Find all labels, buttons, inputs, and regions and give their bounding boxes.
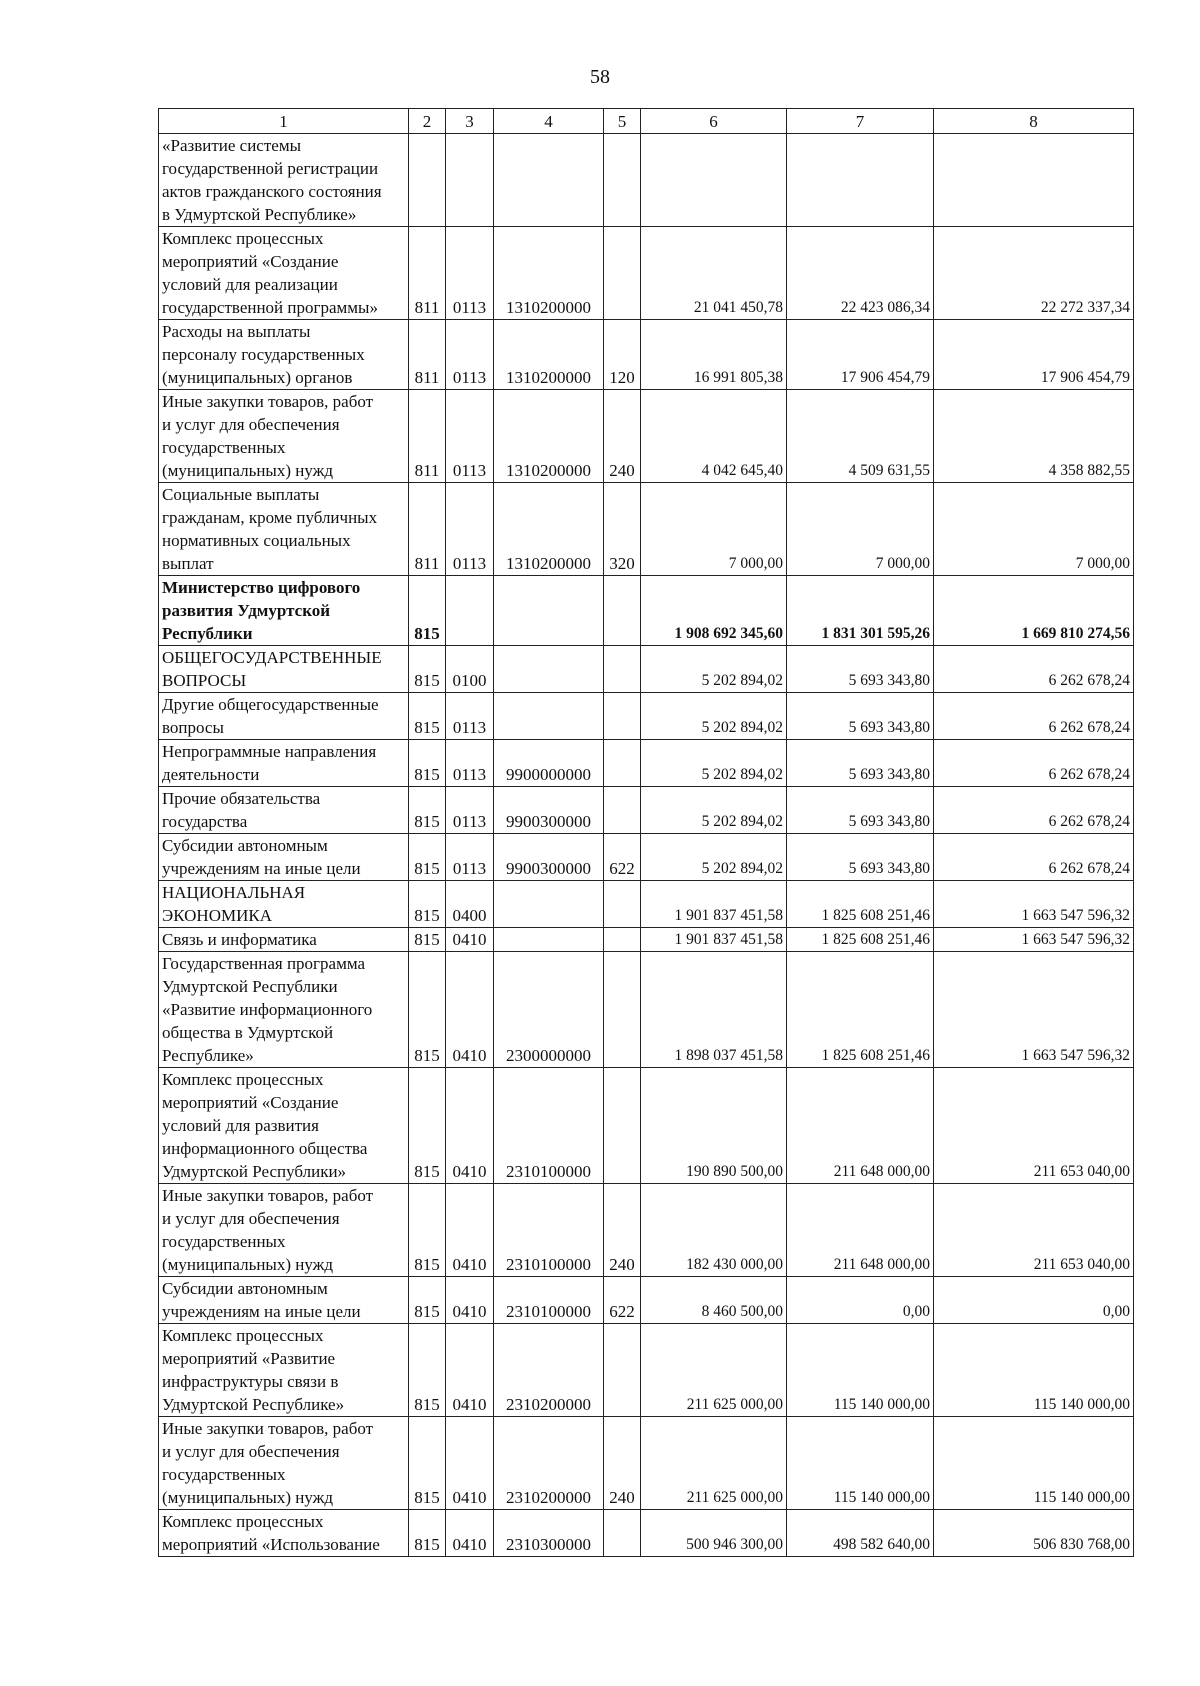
- column-header: 6: [641, 109, 787, 134]
- table-row: [159, 834, 1134, 881]
- row-name: Связь и информатика: [159, 928, 409, 952]
- column-header: 4: [494, 109, 604, 134]
- table-header-row: [159, 109, 1134, 134]
- row-name: Субсидии автономным учреждениям на иные цели: [159, 1277, 409, 1324]
- amount-col8: 0,00: [934, 1277, 1134, 1324]
- amount-col8: 6 262 678,24: [934, 646, 1134, 693]
- row-name: Комплекс процессных мероприятий «Создание условий для реализации государственной программы»: [159, 227, 409, 320]
- column-header: 3: [446, 109, 494, 134]
- target-article-code: 9900300000: [494, 834, 604, 881]
- ministry-code: 815: [409, 1277, 446, 1324]
- section-code: 0410: [446, 1510, 494, 1557]
- expense-type-code: 622: [604, 834, 641, 881]
- ministry-code: 815: [409, 1068, 446, 1184]
- table-row: [159, 227, 1134, 320]
- amount-col6: 8 460 500,00: [641, 1277, 787, 1324]
- amount-col6: 5 202 894,02: [641, 740, 787, 787]
- amount-col8: 211 653 040,00: [934, 1184, 1134, 1277]
- row-name: Субсидии автономным учреждениям на иные цели: [159, 834, 409, 881]
- table-row: [159, 483, 1134, 576]
- amount-col6: 211 625 000,00: [641, 1324, 787, 1417]
- column-header: 1: [159, 109, 409, 134]
- amount-col7: 17 906 454,79: [787, 320, 934, 390]
- expense-type-code: [604, 646, 641, 693]
- ministry-code: 815: [409, 576, 446, 646]
- column-header: 7: [787, 109, 934, 134]
- amount-col6: 1 908 692 345,60: [641, 576, 787, 646]
- target-article-code: [494, 134, 604, 227]
- ministry-code: 815: [409, 1324, 446, 1417]
- section-code: 0410: [446, 952, 494, 1068]
- table-row: [159, 1277, 1134, 1324]
- amount-col6: 182 430 000,00: [641, 1184, 787, 1277]
- target-article-code: [494, 576, 604, 646]
- amount-col6: 21 041 450,78: [641, 227, 787, 320]
- amount-col8: 6 262 678,24: [934, 693, 1134, 740]
- expense-type-code: 240: [604, 1417, 641, 1510]
- section-code: 0113: [446, 693, 494, 740]
- section-code: 0113: [446, 834, 494, 881]
- table-row: [159, 134, 1134, 227]
- amount-col7: 1 825 608 251,46: [787, 881, 934, 928]
- section-code: 0400: [446, 881, 494, 928]
- target-article-code: 2310100000: [494, 1277, 604, 1324]
- row-name: Иные закупки товаров, работ и услуг для обеспечения государственных (муниципальных) нужд: [159, 1417, 409, 1510]
- amount-col7: 5 693 343,80: [787, 787, 934, 834]
- table-row: [159, 1510, 1134, 1557]
- ministry-code: 815: [409, 834, 446, 881]
- ministry-code: 811: [409, 483, 446, 576]
- ministry-code: 815: [409, 646, 446, 693]
- row-name: Непрограммные направления деятельности: [159, 740, 409, 787]
- section-code: 0113: [446, 740, 494, 787]
- target-article-code: 1310200000: [494, 320, 604, 390]
- amount-col8: 1 663 547 596,32: [934, 952, 1134, 1068]
- amount-col8: 1 669 810 274,56: [934, 576, 1134, 646]
- table-row: [159, 1324, 1134, 1417]
- expense-type-code: [604, 1324, 641, 1417]
- table-row: [159, 787, 1134, 834]
- column-header: 2: [409, 109, 446, 134]
- section-code: 0410: [446, 1417, 494, 1510]
- amount-col8: 1 663 547 596,32: [934, 928, 1134, 952]
- ministry-code: 815: [409, 1417, 446, 1510]
- target-article-code: 9900000000: [494, 740, 604, 787]
- section-code: 0410: [446, 1277, 494, 1324]
- row-name: ОБЩЕГОСУДАРСТВЕННЫЕ ВОПРОСЫ: [159, 646, 409, 693]
- amount-col8: 7 000,00: [934, 483, 1134, 576]
- table-body: [159, 134, 1134, 1557]
- amount-col6: 1 901 837 451,58: [641, 928, 787, 952]
- amount-col7: 115 140 000,00: [787, 1417, 934, 1510]
- expense-type-code: [604, 952, 641, 1068]
- target-article-code: [494, 646, 604, 693]
- ministry-code: 815: [409, 881, 446, 928]
- expense-type-code: [604, 928, 641, 952]
- section-code: [446, 134, 494, 227]
- target-article-code: 9900300000: [494, 787, 604, 834]
- amount-col6: 1 898 037 451,58: [641, 952, 787, 1068]
- expense-type-code: [604, 134, 641, 227]
- amount-col8: 115 140 000,00: [934, 1324, 1134, 1417]
- column-header: 5: [604, 109, 641, 134]
- amount-col6: 7 000,00: [641, 483, 787, 576]
- section-code: 0113: [446, 787, 494, 834]
- amount-col8: 211 653 040,00: [934, 1068, 1134, 1184]
- row-name: Иные закупки товаров, работ и услуг для обеспечения государственных (муниципальных) нужд: [159, 1184, 409, 1277]
- row-name: Расходы на выплаты персоналу государственных (муниципальных) органов: [159, 320, 409, 390]
- amount-col8: 4 358 882,55: [934, 390, 1134, 483]
- expense-type-code: [604, 227, 641, 320]
- table-row: [159, 881, 1134, 928]
- expense-type-code: [604, 576, 641, 646]
- section-code: 0410: [446, 1184, 494, 1277]
- amount-col7: 211 648 000,00: [787, 1184, 934, 1277]
- table-row: [159, 320, 1134, 390]
- row-name: Иные закупки товаров, работ и услуг для обеспечения государственных (муниципальных) нужд: [159, 390, 409, 483]
- expense-type-code: [604, 1510, 641, 1557]
- ministry-code: 815: [409, 952, 446, 1068]
- table-row: [159, 390, 1134, 483]
- target-article-code: [494, 693, 604, 740]
- target-article-code: 2300000000: [494, 952, 604, 1068]
- expense-type-code: 320: [604, 483, 641, 576]
- amount-col6: 5 202 894,02: [641, 646, 787, 693]
- ministry-code: 815: [409, 787, 446, 834]
- row-name: Другие общегосударственные вопросы: [159, 693, 409, 740]
- section-code: 0410: [446, 928, 494, 952]
- amount-col8: 1 663 547 596,32: [934, 881, 1134, 928]
- expense-type-code: [604, 881, 641, 928]
- row-name: Государственная программа Удмуртской Республики «Развитие информационного общества в Удмуртской Республике»: [159, 952, 409, 1068]
- row-name: Комплекс процессных мероприятий «Создание условий для развития информационного общества Удмуртской Республики»: [159, 1068, 409, 1184]
- table-row: [159, 646, 1134, 693]
- amount-col8: 17 906 454,79: [934, 320, 1134, 390]
- ministry-code: 811: [409, 390, 446, 483]
- target-article-code: 1310200000: [494, 483, 604, 576]
- target-article-code: 2310200000: [494, 1324, 604, 1417]
- target-article-code: 2310100000: [494, 1184, 604, 1277]
- amount-col8: 22 272 337,34: [934, 227, 1134, 320]
- table-row: [159, 1068, 1134, 1184]
- expense-type-code: [604, 1068, 641, 1184]
- section-code: [446, 576, 494, 646]
- section-code: 0113: [446, 390, 494, 483]
- ministry-code: 815: [409, 740, 446, 787]
- amount-col7: 7 000,00: [787, 483, 934, 576]
- ministry-code: 815: [409, 1184, 446, 1277]
- table-row: [159, 1417, 1134, 1510]
- column-header: 8: [934, 109, 1134, 134]
- row-name: НАЦИОНАЛЬНАЯ ЭКОНОМИКА: [159, 881, 409, 928]
- expense-type-code: 240: [604, 1184, 641, 1277]
- section-code: 0113: [446, 483, 494, 576]
- amount-col7: 5 693 343,80: [787, 646, 934, 693]
- target-article-code: 2310300000: [494, 1510, 604, 1557]
- amount-col6: 5 202 894,02: [641, 787, 787, 834]
- table-row: [159, 576, 1134, 646]
- section-code: 0410: [446, 1068, 494, 1184]
- table-row: [159, 928, 1134, 952]
- amount-col7: 5 693 343,80: [787, 740, 934, 787]
- target-article-code: [494, 928, 604, 952]
- amount-col6: 16 991 805,38: [641, 320, 787, 390]
- ministry-code: 815: [409, 1510, 446, 1557]
- section-code: 0113: [446, 227, 494, 320]
- row-name: «Развитие системы государственной регистрации актов гражданского состояния в Удмуртской Республике»: [159, 134, 409, 227]
- target-article-code: 2310200000: [494, 1417, 604, 1510]
- amount-col7: 4 509 631,55: [787, 390, 934, 483]
- amount-col7: 22 423 086,34: [787, 227, 934, 320]
- ministry-code: 811: [409, 320, 446, 390]
- amount-col7: 5 693 343,80: [787, 834, 934, 881]
- amount-col7: 115 140 000,00: [787, 1324, 934, 1417]
- expense-type-code: 120: [604, 320, 641, 390]
- amount-col8: 6 262 678,24: [934, 740, 1134, 787]
- amount-col6: 1 901 837 451,58: [641, 881, 787, 928]
- row-name: Социальные выплаты гражданам, кроме публичных нормативных социальных выплат: [159, 483, 409, 576]
- amount-col8: 6 262 678,24: [934, 787, 1134, 834]
- amount-col6: 190 890 500,00: [641, 1068, 787, 1184]
- target-article-code: 1310200000: [494, 390, 604, 483]
- amount-col6: 211 625 000,00: [641, 1417, 787, 1510]
- amount-col7: 1 825 608 251,46: [787, 928, 934, 952]
- expense-type-code: 240: [604, 390, 641, 483]
- amount-col7: 211 648 000,00: [787, 1068, 934, 1184]
- ministry-code: 815: [409, 928, 446, 952]
- amount-col8: 115 140 000,00: [934, 1417, 1134, 1510]
- budget-table: [158, 108, 1134, 1557]
- target-article-code: 1310200000: [494, 227, 604, 320]
- amount-col7: 498 582 640,00: [787, 1510, 934, 1557]
- table-row: [159, 1184, 1134, 1277]
- page-number: 58: [590, 66, 610, 88]
- amount-col6: 5 202 894,02: [641, 834, 787, 881]
- amount-col7: [787, 134, 934, 227]
- expense-type-code: [604, 740, 641, 787]
- amount-col7: 0,00: [787, 1277, 934, 1324]
- ministry-code: 811: [409, 227, 446, 320]
- ministry-code: [409, 134, 446, 227]
- amount-col8: 506 830 768,00: [934, 1510, 1134, 1557]
- section-code: 0410: [446, 1324, 494, 1417]
- amount-col7: 1 831 301 595,26: [787, 576, 934, 646]
- row-name: Комплекс процессных мероприятий «Развитие инфраструктуры связи в Удмуртской Республике»: [159, 1324, 409, 1417]
- expense-type-code: [604, 693, 641, 740]
- expense-type-code: [604, 787, 641, 834]
- row-name: Министерство цифрового развития Удмуртской Республики: [159, 576, 409, 646]
- section-code: 0113: [446, 320, 494, 390]
- target-article-code: 2310100000: [494, 1068, 604, 1184]
- ministry-code: 815: [409, 693, 446, 740]
- amount-col6: 5 202 894,02: [641, 693, 787, 740]
- table-row: [159, 740, 1134, 787]
- row-name: Комплекс процессных мероприятий «Использование: [159, 1510, 409, 1557]
- amount-col7: 1 825 608 251,46: [787, 952, 934, 1068]
- table-row: [159, 952, 1134, 1068]
- amount-col6: 4 042 645,40: [641, 390, 787, 483]
- amount-col6: 500 946 300,00: [641, 1510, 787, 1557]
- amount-col8: [934, 134, 1134, 227]
- section-code: 0100: [446, 646, 494, 693]
- amount-col6: [641, 134, 787, 227]
- target-article-code: [494, 881, 604, 928]
- amount-col7: 5 693 343,80: [787, 693, 934, 740]
- expense-type-code: 622: [604, 1277, 641, 1324]
- row-name: Прочие обязательства государства: [159, 787, 409, 834]
- amount-col8: 6 262 678,24: [934, 834, 1134, 881]
- table-row: [159, 693, 1134, 740]
